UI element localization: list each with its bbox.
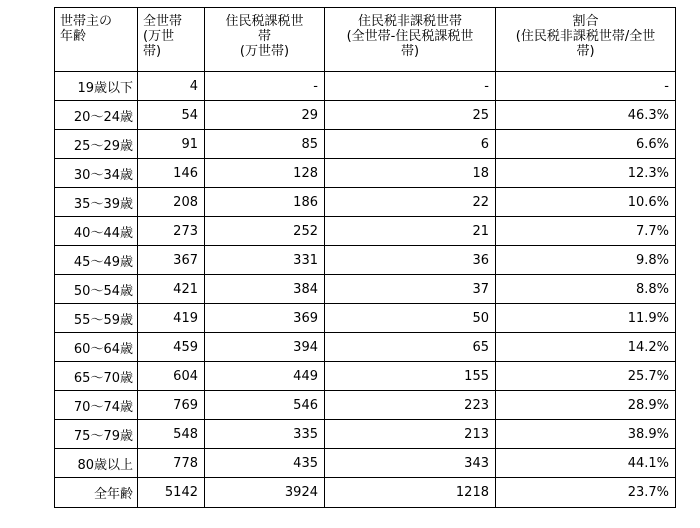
taxable-cell: 331 (205, 246, 325, 275)
nontaxable-cell: 50 (325, 304, 496, 333)
nontaxable-cell: 37 (325, 275, 496, 304)
nontaxable-cell: 21 (325, 217, 496, 246)
taxable-cell: 29 (205, 101, 325, 130)
ratio-cell: 23.7% (496, 478, 676, 508)
taxable-cell: 394 (205, 333, 325, 362)
taxable-cell: 369 (205, 304, 325, 333)
all-households-cell: 4 (138, 72, 205, 101)
table-row (55, 130, 676, 159)
table-row (55, 333, 676, 362)
all-households-cell: 604 (138, 362, 205, 391)
household-tax-table (54, 7, 676, 508)
all-households-cell: 367 (138, 246, 205, 275)
age-cell: 55～59歳 (55, 304, 138, 333)
age-cell: 75～79歳 (55, 420, 138, 449)
nontaxable-cell: 6 (325, 130, 496, 159)
ratio-cell: 14.2% (496, 333, 676, 362)
table-row (55, 391, 676, 420)
table-row (55, 449, 676, 478)
age-cell: 65～70歳 (55, 362, 138, 391)
all-households-cell: 769 (138, 391, 205, 420)
taxable-cell: 186 (205, 188, 325, 217)
all-households-cell: 419 (138, 304, 205, 333)
nontaxable-cell: 213 (325, 420, 496, 449)
header-taxable-households: 住民税課税世 帯 (万世帯) (205, 8, 325, 72)
nontaxable-cell: 155 (325, 362, 496, 391)
all-households-cell: 273 (138, 217, 205, 246)
table-row (55, 72, 676, 101)
header-row (55, 8, 676, 72)
all-households-cell: 91 (138, 130, 205, 159)
table-row (55, 304, 676, 333)
age-cell: 50～54歳 (55, 275, 138, 304)
ratio-cell: - (496, 72, 676, 101)
ratio-cell: 25.7% (496, 362, 676, 391)
all-households-cell: 208 (138, 188, 205, 217)
ratio-cell: 38.9% (496, 420, 676, 449)
all-households-cell: 778 (138, 449, 205, 478)
ratio-cell: 8.8% (496, 275, 676, 304)
all-households-cell: 548 (138, 420, 205, 449)
all-households-cell: 54 (138, 101, 205, 130)
header-all-households: 全世帯 (万世 帯) (138, 8, 205, 72)
table-row (55, 101, 676, 130)
all-households-cell: 146 (138, 159, 205, 188)
nontaxable-cell: 343 (325, 449, 496, 478)
table-row (55, 420, 676, 449)
age-cell: 30～34歳 (55, 159, 138, 188)
age-cell: 70～74歳 (55, 391, 138, 420)
all-households-cell: 5142 (138, 478, 205, 508)
taxable-cell: 449 (205, 362, 325, 391)
nontaxable-cell: 65 (325, 333, 496, 362)
age-cell: 35～39歳 (55, 188, 138, 217)
ratio-cell: 12.3% (496, 159, 676, 188)
age-cell: 19歳以下 (55, 72, 138, 101)
age-cell: 80歳以上 (55, 449, 138, 478)
table-body (55, 72, 676, 508)
nontaxable-cell: 36 (325, 246, 496, 275)
table-row (55, 246, 676, 275)
age-cell: 全年齢 (55, 478, 138, 508)
ratio-cell: 7.7% (496, 217, 676, 246)
nontaxable-cell: 22 (325, 188, 496, 217)
taxable-cell: 335 (205, 420, 325, 449)
age-cell: 20～24歳 (55, 101, 138, 130)
ratio-cell: 10.6% (496, 188, 676, 217)
nontaxable-cell: 1218 (325, 478, 496, 508)
ratio-cell: 11.9% (496, 304, 676, 333)
nontaxable-cell: 18 (325, 159, 496, 188)
taxable-cell: 546 (205, 391, 325, 420)
ratio-cell: 46.3% (496, 101, 676, 130)
ratio-cell: 44.1% (496, 449, 676, 478)
taxable-cell: 85 (205, 130, 325, 159)
ratio-cell: 9.8% (496, 246, 676, 275)
taxable-cell: - (205, 72, 325, 101)
nontaxable-cell: 25 (325, 101, 496, 130)
table-row (55, 275, 676, 304)
ratio-cell: 28.9% (496, 391, 676, 420)
nontaxable-cell: 223 (325, 391, 496, 420)
table-row (55, 362, 676, 391)
age-cell: 45～49歳 (55, 246, 138, 275)
taxable-cell: 252 (205, 217, 325, 246)
total-row (55, 478, 676, 508)
table-row (55, 217, 676, 246)
header-nontaxable-households: 住民税非課税世帯 (全世帯-住民税課税世 帯) (325, 8, 496, 72)
nontaxable-cell: - (325, 72, 496, 101)
taxable-cell: 384 (205, 275, 325, 304)
age-cell: 60～64歳 (55, 333, 138, 362)
ratio-cell: 6.6% (496, 130, 676, 159)
age-cell: 25～29歳 (55, 130, 138, 159)
taxable-cell: 128 (205, 159, 325, 188)
table-row (55, 159, 676, 188)
header-age: 世帯主の 年齢 (55, 8, 138, 72)
age-cell: 40～44歳 (55, 217, 138, 246)
all-households-cell: 459 (138, 333, 205, 362)
taxable-cell: 435 (205, 449, 325, 478)
taxable-cell: 3924 (205, 478, 325, 508)
all-households-cell: 421 (138, 275, 205, 304)
header-ratio: 割合 (住民税非課税世帯/全世 帯) (496, 8, 676, 72)
table-row (55, 188, 676, 217)
